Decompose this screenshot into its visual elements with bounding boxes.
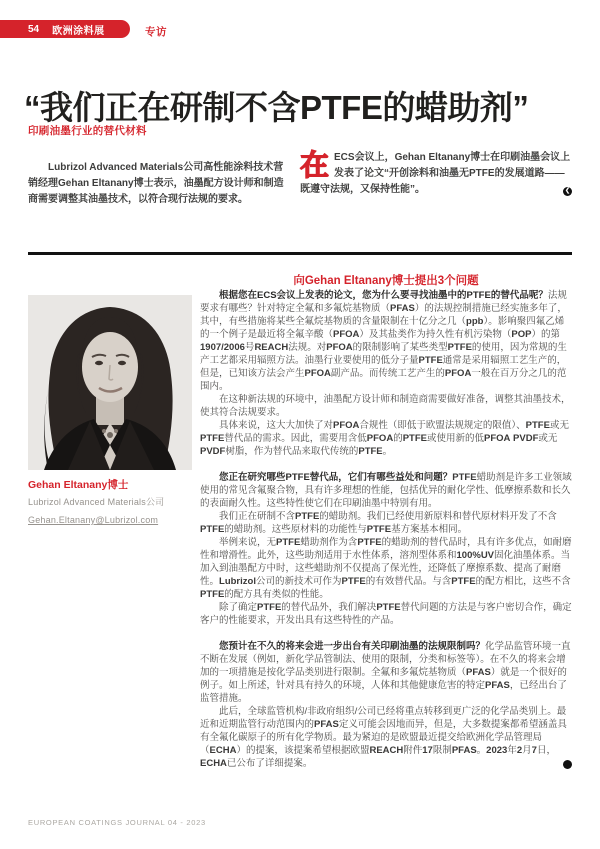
profile-company: Lubrizol Advanced Materials公司 xyxy=(28,497,165,507)
article-tag: 专访 xyxy=(145,26,167,38)
answer-text: 举例来说，无PTFE蜡助剂作为含PTFE的蜡助剂的替代品时，具有许多优点，如耐磨性和增滑性。此外，这些助剂适用于水性体系，溶剂型体系和100%UV固化油墨体系。当加入到油墨配方中时，这些蜡助剂不仅提高了保光性，还降低了摩擦系数、提高了耐磨性。Lubrizol公司的新技术可作为PTFE的有效替代品。与含PTFE的配方相比，这些不含PTFE的配方具有类似的性能。 xyxy=(200,537,572,600)
article-title: “我们正在研制不含PTFE的蜡助剂” xyxy=(24,89,529,127)
portrait-photo xyxy=(28,295,192,470)
answer-text: PTFE蜡助剂是许多工业领域使用的常见含氟聚合物，具有许多理想的性能，包括优异的耐化学性、低摩擦系数和长久的表面耐久性。这些特性使它们在印刷油墨中特别有用。 xyxy=(200,472,572,509)
section-label: 欧洲涂料展 xyxy=(52,25,105,37)
qa-section-heading: 向Gehan Eltanany博士提出3个问题 xyxy=(293,275,479,287)
qa-paragraph xyxy=(200,640,572,705)
drop-cap: 在 xyxy=(300,150,330,182)
answer-text: 具体来说，这大大加快了对PFOA合规性（即低于欧盟法规规定的限值）、PTFE或无PTFE替代品的需求。因此，需要用含低PFOA的PTFE或使用新的低PFOA PVDF或无PVDF树脂，作为替代品来取代传统的PTFE。 xyxy=(200,420,569,457)
question-text: 根据您在ECS会议上发表的论文，您为什么要寻找油墨中的PTFE的替代品呢？ xyxy=(219,290,548,301)
answer-text: 此后，全球监管机构/非政府组织/公司已经将重点转移到更广泛的化学品类别上。最近和近期监管行动范围内的PFAS定义可能会因地而异，但是，大多数提案都希望涵盖具有全氟化碳原子的所有化学物质。最为紧迫的是欧盟最近提交给欧洲化学品管理局（ECHA）的提案，该提案希望根据欧盟REACH附件17限制PFAS。2023年2月7日，ECHA已公布了详细提案。 xyxy=(200,706,567,769)
section-divider-rule xyxy=(28,252,572,255)
qa-paragraph xyxy=(200,601,572,627)
qa-paragraph xyxy=(200,705,588,770)
qa-paragraph xyxy=(200,419,572,458)
intro-standfirst: Lubrizol Advanced Materials公司高性能涂料技术营销经理Gehan Eltanany博士表示，油墨配方设计师和制造商需要调整其油墨技术，以符合现行法规的要求。 xyxy=(28,162,284,205)
page-header-tab xyxy=(0,20,130,38)
qa-body xyxy=(200,289,588,770)
intro-lead-paragraph xyxy=(300,150,572,198)
portrait-caption xyxy=(28,477,198,528)
answer-text: 化学品监管环境一直不断在发展（例如，新化学品管制法、使用的限制，分类和标签等）。在不久的将来会增加的一项措施是按化学品类别进行限制。全氟和多氟烷基物质（PFAS）就是一个很好的例子。如上所述，针对具有持久的环境，人体和其他健康危害的特定PFAS，已经出台了监管措施。 xyxy=(200,641,571,704)
journal-footer: EUROPEAN COATINGS JOURNAL 04 - 2023 xyxy=(28,818,206,827)
page-number: 54 xyxy=(28,23,40,35)
answer-text: 法规要求有哪些？针对特定全氟和多氟烷基物质（PFAS）的法规控制措施已经实施多年了，其中，有些措施将某些全氟烷基物质的含量限制在十亿分之几（ppb）。影响聚四氟乙烯的一个例子是最近将全氟辛酸（PFOA）及其盐类作为持久性有机污染物（POP）的第1907/2006号REACH法规。对PFOA的限制影响了某些类型PTFE的使用，因为常规的生产工艺都采用辐照方法。油墨行业要使用的低分子量PTFE通常是采用辐照工艺生产的，但是，已知该方法会产生PFOA副产品。而传统工艺产生的PFOA一般在百万分之几的范围内。 xyxy=(200,290,567,392)
qa-paragraph xyxy=(200,510,572,536)
portrait-photo-image xyxy=(28,295,192,470)
qa-paragraph xyxy=(200,393,572,419)
profile-name: Gehan Eltanany博士 xyxy=(28,479,129,491)
qa-paragraph xyxy=(200,536,572,601)
answer-text: 我们正在研制不含PTFE的蜡助剂。我们已经使用新原料和替代原材料开发了不含PTFE的蜡助剂。这些原材料的功能性与PTFE基方案基本相同。 xyxy=(200,511,557,535)
question-text: 您正在研究哪些PTFE替代品，它们有哪些益处和问题？ xyxy=(219,472,453,483)
answer-text: 在这种新法规的环境中，油墨配方设计师和制造商需要做好准备，调整其油墨技术，使其符合法规要求。 xyxy=(200,394,571,418)
intro-lead-text: ECS会议上，Gehan Eltanany博士在印刷油墨会议上发表了论文“开创涂料和油墨无PTFE的发展道路——既遵守法规，又保持性能”。 xyxy=(300,152,571,195)
article-kicker: 印刷油墨行业的替代材料 xyxy=(28,125,147,137)
qa-paragraph xyxy=(200,289,572,393)
end-of-section-icon: ❮ xyxy=(564,188,571,194)
qa-paragraph xyxy=(200,471,572,510)
answer-text: 除了确定PTFE的替代品外，我们解决PTFE替代问题的方法是与客户密切合作，确定客户的性能要求，开发出具有这些特性的产品。 xyxy=(200,602,572,626)
question-text: 您预计在不久的将来会进一步出台有关印刷油墨的法规限制吗？ xyxy=(219,641,486,652)
profile-email-link[interactable]: Gehan.Eltanany@Lubrizol.com xyxy=(28,515,159,525)
end-of-article-icon: ❮ xyxy=(563,760,572,769)
